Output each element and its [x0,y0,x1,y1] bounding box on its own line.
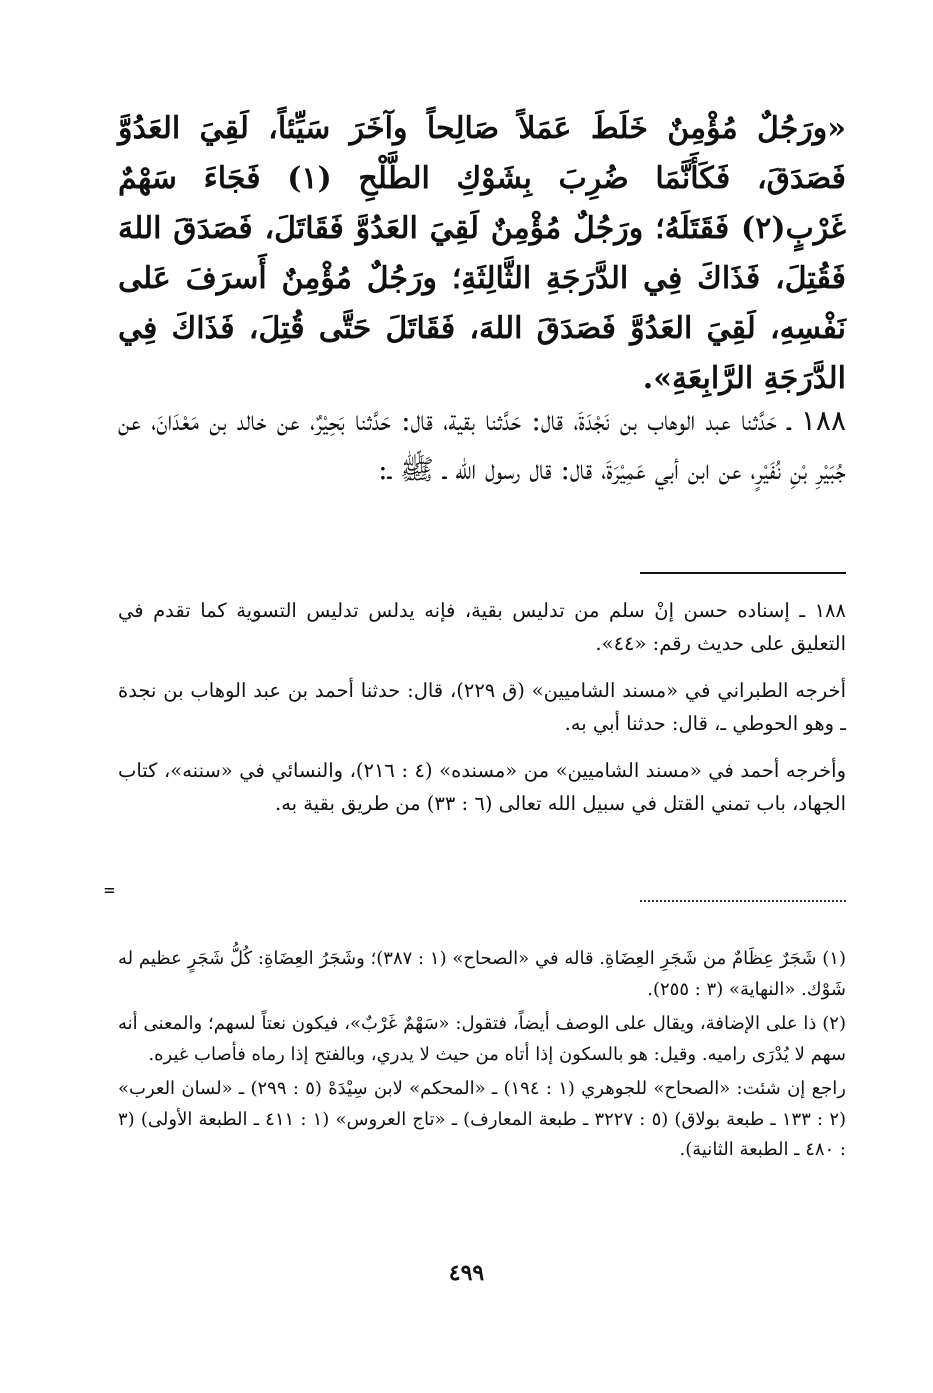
note-ahmad-nasai: وأخرجه أحمد في «مسند الشاميين» من «مسنده» (٤ : ٢١٦)، والنسائي في «سننه»، كتاب الجهاد، باب تمني القتل في سبيل الله تعالى (٦ : ٣٣) من طريق بقية به. [118,759,846,815]
page-number: ٤٩٩ [448,1260,485,1286]
takhrij-notes [118,594,846,834]
footnotes [118,944,846,1170]
note-tabarani: أخرجه الطبراني في «مسند الشاميين» (ق ٢٢٩)، قال: حدثنا أحمد بن عبد الوهاب بن نجدة ـ وهو الحوطي ـ، قال: حدثنا أبي به. [118,679,846,735]
footnote-references: راجع إن شئت: «الصحاح» للجوهري (١ : ١٩٤) ـ «المحكم» لابن سِيْدَهْ (٥ : ٢٩٩) ـ «لسان العرب» (٢ : ١٣٣ ـ طبعة بولاق) (٥ : ٣٢٢٧ ـ طبعة المعارف) ـ «تاج العروس» (١ : ٤١١ ـ الطبعة الأولى) (٣ : ٤٨٠ ـ الطبعة الثانية). [118,1078,847,1160]
footnote-dotted-separator [640,900,846,902]
hadith-isnad [118,396,846,494]
hadith-isnad-paragraph: ١٨٨ ـ حَدَّثنا عبد الوهاب بن نَجْدَةَ، قال: حَدَّثنا بقية، قال: حَدَّثنا بَحِيْرٌ، عن خالد بن مَعْدَانَ، عن جُبَيْرِ بْنِ نُفَيْرٍ، عن ابن أبي عَمِيْرَةَ، قال: قال رسول الله ـ ﷺ ـ: [118,404,846,486]
main-separator-line [640,572,846,574]
hadith-matn-paragraph: «ورَجُلٌ مُؤْمِنٌ خَلَطَ عَمَلاً صَالِحاً وآخَرَ سَيِّئاً، لَقِيَ العَدُوَّ فَصَدَقَ، فَكَأَنَّمَا ضُرِبَ بِشَوْكِ الطَّلْحِ (١) فَجَاءَ سَهْمٌ غَرْبٍ(٢) فَقَتَلَهُ؛ ورَجُلٌ مُؤْمِنٌ لَقِيَ العَدُوَّ فَقَاتَلَ، فَصَدَقَ اللهَ فَقُتِلَ، فَذَاكَ فِي الدَّرَجَةِ الثَّالِثَةِ؛ ورَجُلٌ مُؤْمِنٌ أَسرَفَ عَلى نَفْسِهِ، لَقِيَ العَدُوَّ فَصَدَقَ اللهَ، فَقَاتَلَ حَتَّى قُتِلَ، فَذَاكَ فِي الدَّرَجَةِ الرَّابِعَةِ». [118,111,847,396]
continuation-mark: = [104,880,115,901]
footnote-1: (١) شَجَرٌ عِظَامٌ من شَجَرِ العِضَاةِ. قاله في «الصحاح» (١ : ٣٨٧)؛ وشَجَرُ العِضَاةِ: كُلُّ شَجَرٍ عظيم له شَوْك. «النهاية» (٣ : ٢٥٥). [118,948,846,1000]
hadith-text-bold [118,104,846,404]
footnote-2: (٢) ذا على الإضافة، ويقال على الوصف أيضاً، فتقول: «سَهْمٌ غَرْبٌ»، فيكون نعتاً لسهم؛ والمعنى أنه سهم لا يُدْرَى راميه. وقيل: هو بالسكون إذا أتاه من حيث لا يدري، وبالفتح إذا رماه فأصاب غيره. [118,1013,846,1065]
note-isnad-grade: ١٨٨ ـ إسناده حسن إنْ سلم من تدليس بقية، فإنه يدلس تدليس التسوية كما تقدم في التعليق على حديث رقم: «٤٤». [118,599,846,655]
